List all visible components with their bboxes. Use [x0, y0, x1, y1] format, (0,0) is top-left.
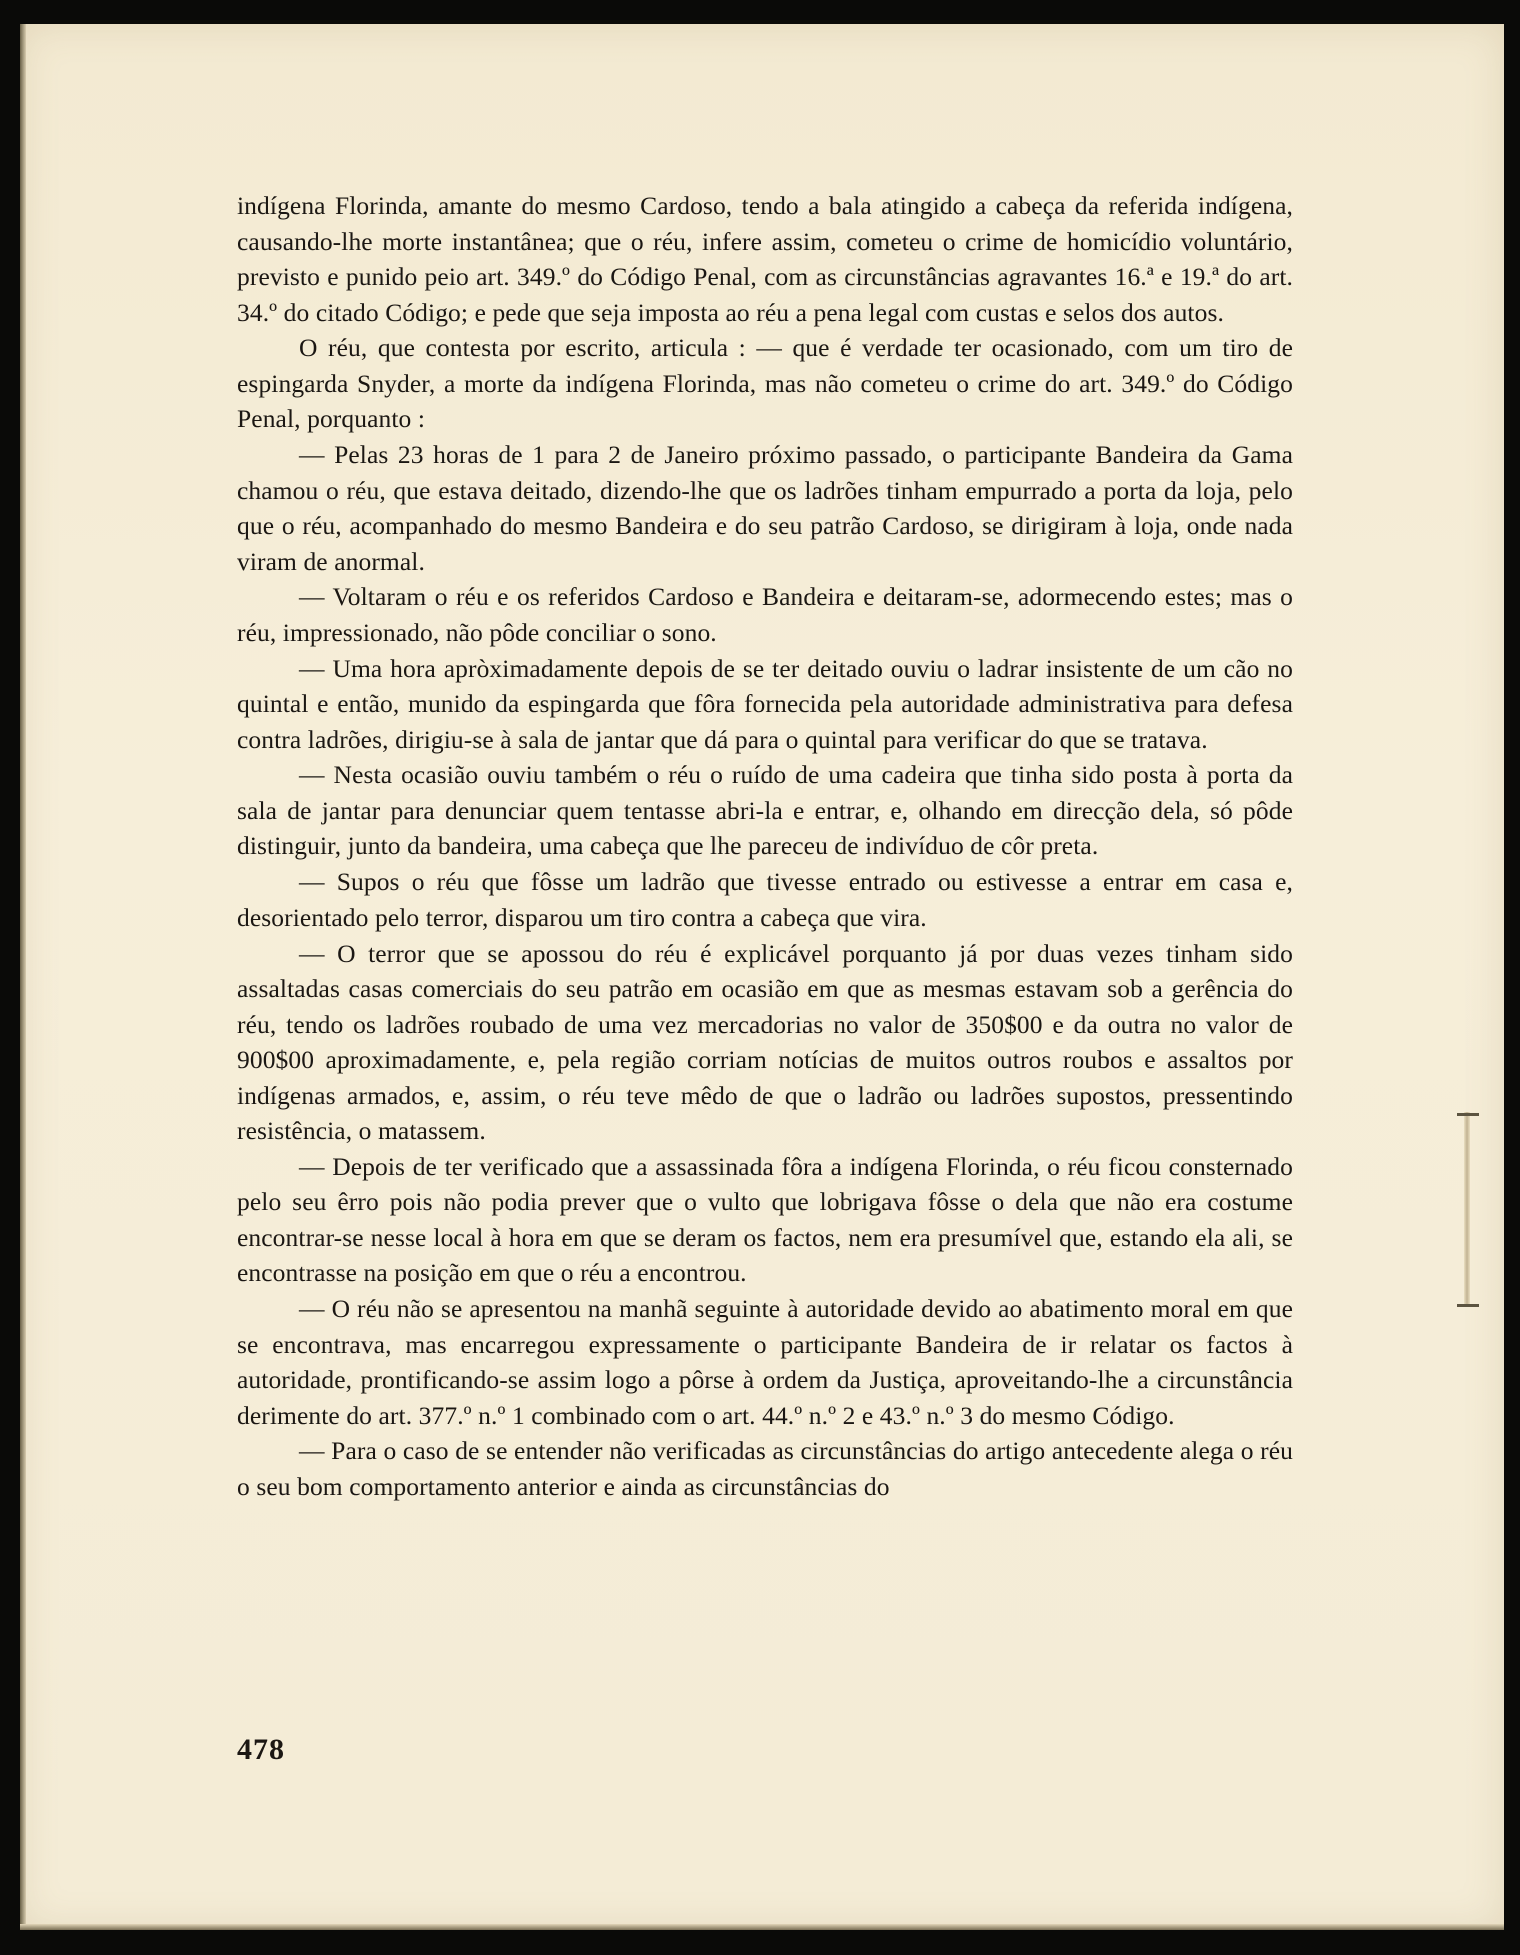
- paragraph: — Pelas 23 horas de 1 para 2 de Janeiro próximo passado, o participante Bandeira da Gama chamou o réu, que estava deitado, dizendo-lhe que os ladrões tinham empurrado a porta da loja, pelo que o réu, acompanhado do mesmo Bandeira e do seu patrão Cardoso, se dirigiram à loja, onde nada viram de anormal.: [237, 440, 1293, 576]
- binding-tick-top: [1457, 1113, 1479, 1116]
- paragraph: — Supos o réu que fôsse um ladrão que tivesse entrado ou estivesse a entrar em casa e, desorientado pelo terror, disparou um tiro contra a cabeça que vira.: [237, 867, 1293, 932]
- paragraph: — Depois de ter verificado que a assassinada fôra a indígena Florinda, o réu ficou consternado pelo seu êrro pois não podia prever que o vulto que lobrigava fôsse o dela que não era costume encontrar-se nesse local à hora em que se deram os factos, nem era presumível que, estando ela ali, se encontrasse na posição em que o réu a encontrou.: [237, 1151, 1293, 1288]
- paragraph: — O terror que se apossou do réu é explicável porquanto já por duas vezes tinham sido assaltadas casas comerciais do seu patrão em ocasião em que as mesmas estavam sob a gerência do réu, tendo os ladrões roubado de uma vez mercadorias no valor de 350$00 e da outra no valor de 900$00 aproximadamente, e, pela região corriam notícias de muitos outros roubos e assaltos por indígenas armados, e, assim, o réu teve mêdo de que o ladrão ou ladrões supostos, pressentindo resistência, o matassem.: [237, 938, 1293, 1146]
- paragraph: — Para o caso de se entender não verificadas as circunstâncias do artigo antecedente alega o réu o seu bom comportamento anterior e ainda as circunstâncias do: [237, 1436, 1293, 1501]
- paragraph: — O réu não se apresentou na manhã seguinte à autoridade devido ao abatimento moral em que se encontrava, mas encarregou expressamente o participante Bandeira de ir relatar os factos à autoridade, prontificando-se assim logo a pôrse à ordem da Justiça, aproveitando-lhe a circunstância derimente do art. 377.º n.º 1 combinado com o art. 44.º n.º 2 e 43.º n.º 3 do mesmo Código.: [237, 1294, 1293, 1430]
- paper-bottom-edge: [20, 1924, 1504, 1930]
- body-text: [237, 188, 1293, 1505]
- page-number: 478: [237, 1733, 285, 1766]
- binding-mark: [1464, 1112, 1470, 1306]
- paragraph: — Nesta ocasião ouviu também o réu o ruído de uma cadeira que tinha sido posta à porta da sala de jantar para denunciar quem tentasse abri-la e entrar, e, olhando em direcção dela, só pôde distinguir, junto da bandeira, uma cabeça que lhe pareceu de indivíduo de côr preta.: [237, 760, 1293, 861]
- paragraph: O réu, que contesta por escrito, articula : — que é verdade ter ocasionado, com um tiro de espingarda Snyder, a morte da indígena Florinda, mas não cometeu o crime do art. 349.º do Código Penal, porquanto :: [237, 333, 1293, 434]
- paragraph: — Uma hora apròximadamente depois de se ter deitado ouviu o ladrar insistente de um cão no quintal e então, munido da espingarda que fôra fornecida pela autoridade administrativa para defesa contra ladrões, dirigiu-se à sala de jantar que dá para o quintal para verificar do que se tratava.: [237, 653, 1293, 754]
- paper-left-edge: [20, 24, 26, 1930]
- paragraph: indígena Florinda, amante do mesmo Cardoso, tendo a bala atingido a cabeça da referida indígena, causando-lhe morte instantânea; que o réu, infere assim, cometeu o crime de homicídio voluntário, previsto e punido peio art. 349.º do Código Penal, com as circunstâncias agravantes 16.ª e 19.ª do art. 34.º do citado Código; e pede que seja imposta ao réu a pena legal com custas e selos dos autos.: [237, 191, 1293, 327]
- paragraph: — Voltaram o réu e os referidos Cardoso e Bandeira e deitaram-se, adormecendo estes; mas o réu, impressionado, não pôde conciliar o sono.: [237, 582, 1293, 647]
- binding-tick-bottom: [1457, 1304, 1479, 1307]
